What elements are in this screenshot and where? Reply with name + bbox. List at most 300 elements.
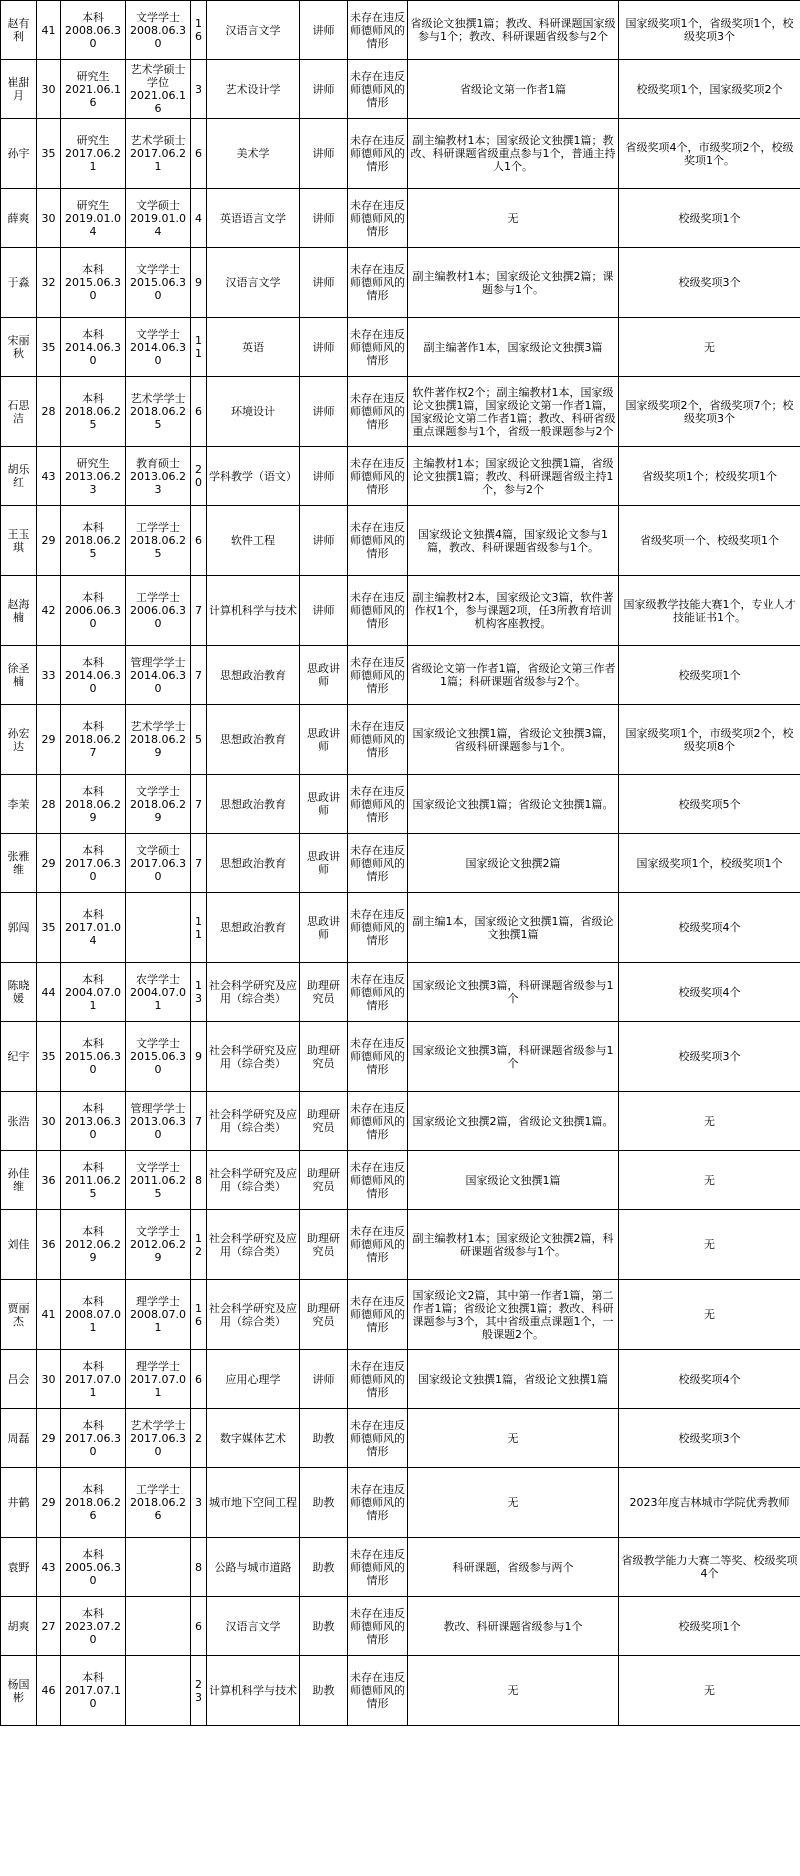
degree-date: 2013.06.23 <box>130 469 186 496</box>
degree-name: 文学硕士 <box>136 198 180 212</box>
teaching-years: 3 <box>195 1496 202 1509</box>
major-cell <box>207 1468 300 1538</box>
education-level: 本科 <box>82 908 104 921</box>
education-date: 2018.06.25 <box>65 534 121 560</box>
education-cell <box>61 1210 126 1280</box>
degree-cell <box>126 1210 191 1280</box>
teaching-years: 16 <box>195 1301 202 1328</box>
education-level: 本科 <box>82 1547 104 1561</box>
awards-cell <box>619 834 800 893</box>
professional-title: 讲师 <box>312 604 335 617</box>
ethics-cell <box>348 1092 408 1151</box>
ethics-status: 未存在违反师德师风的情形 <box>350 720 405 759</box>
teaching-years: 4 <box>195 211 202 225</box>
degree-date: 2017.06.21 <box>130 147 186 173</box>
major-cell <box>207 318 300 377</box>
research-cell <box>408 189 619 248</box>
research-summary: 国家级论文独撰1篇，省级论文独撰3篇，省级科研课题参与1个。 <box>412 726 614 753</box>
major-cell <box>207 1280 300 1350</box>
education-cell <box>61 1538 126 1597</box>
awards-cell <box>619 377 800 447</box>
ethics-cell <box>348 1468 408 1538</box>
teacher-age: 27 <box>41 1619 56 1633</box>
staff-roster-body <box>1 1 800 1726</box>
education-cell <box>61 775 126 834</box>
table-row <box>1 189 800 248</box>
degree-cell <box>126 447 191 506</box>
awards-summary: 校级奖项1个 <box>678 668 741 682</box>
teaching-years: 8 <box>195 1173 202 1187</box>
teacher-name: 赵海楠 <box>7 597 30 624</box>
teaching-years: 7 <box>195 668 202 682</box>
degree-cell <box>126 1350 191 1409</box>
name-cell <box>1 119 37 189</box>
research-summary: 主编教材1本；国家级论文独撰1篇，省级论文独撰1篇；教改、科研课题省级主持1个，参与2个 <box>412 456 614 496</box>
years-cell <box>191 1350 207 1409</box>
major-name: 英语语言文学 <box>220 211 286 225</box>
major-cell <box>207 646 300 705</box>
table-row <box>1 1350 800 1409</box>
teaching-years: 9 <box>195 1050 202 1063</box>
teaching-years: 6 <box>195 534 202 547</box>
education-date: 2011.06.25 <box>65 1173 121 1200</box>
research-cell <box>408 1468 619 1538</box>
title-cell <box>300 377 348 447</box>
major-cell <box>207 1 300 60</box>
degree-cell <box>126 1597 191 1656</box>
major-cell <box>207 963 300 1022</box>
education-cell <box>61 119 126 189</box>
awards-cell <box>619 506 800 576</box>
table-row <box>1 1 800 60</box>
major-name: 应用心理学 <box>225 1372 281 1386</box>
major-name: 社会科学研究及应用（综合类） <box>209 1043 297 1070</box>
major-name: 社会科学研究及应用（综合类） <box>209 1108 297 1134</box>
education-level: 本科 <box>82 972 104 986</box>
professional-title: 助教 <box>312 1619 335 1633</box>
ethics-status: 未存在违反师德师风的情形 <box>350 1671 405 1710</box>
professional-title: 讲师 <box>312 276 335 289</box>
professional-title: 讲师 <box>312 82 335 96</box>
teaching-years: 8 <box>195 1560 202 1574</box>
professional-title: 讲师 <box>312 469 335 483</box>
education-date: 2013.06.23 <box>65 469 121 496</box>
awards-summary: 国家级奖项1个，校级奖项1个 <box>636 856 783 870</box>
professional-title: 讲师 <box>312 340 335 354</box>
research-summary: 国家级论文独撰1篇，省级论文独撰1篇 <box>418 1372 608 1386</box>
table-row <box>1 705 800 775</box>
ethics-cell <box>348 60 408 119</box>
education-level: 本科 <box>82 1037 104 1050</box>
teaching-years: 7 <box>195 1114 202 1128</box>
teacher-age: 30 <box>41 1114 56 1128</box>
teacher-name: 吕会 <box>7 1372 30 1386</box>
degree-name: 管理学学士 <box>130 1101 186 1115</box>
major-cell <box>207 119 300 189</box>
degree-date: 2015.06.30 <box>130 1050 186 1076</box>
research-cell <box>408 834 619 893</box>
teacher-age: 30 <box>41 82 56 96</box>
age-cell <box>37 248 61 318</box>
research-cell <box>408 1350 619 1409</box>
name-cell <box>1 1210 37 1280</box>
professional-title: 助理研究员 <box>307 1108 340 1134</box>
years-cell <box>191 1092 207 1151</box>
age-cell <box>37 834 61 893</box>
ethics-cell <box>348 1597 408 1656</box>
teacher-name: 胡爽 <box>7 1619 30 1633</box>
major-cell <box>207 1092 300 1151</box>
teacher-name: 纪宇 <box>7 1050 30 1063</box>
education-cell <box>61 248 126 318</box>
education-date: 2015.06.30 <box>65 276 121 302</box>
education-cell <box>61 963 126 1022</box>
teacher-name: 郭闯 <box>7 921 30 934</box>
degree-cell <box>126 834 191 893</box>
education-cell <box>61 1 126 60</box>
awards-cell <box>619 248 800 318</box>
research-cell <box>408 705 619 775</box>
major-cell <box>207 705 300 775</box>
major-name: 思想政治教育 <box>220 921 286 934</box>
teacher-age: 44 <box>41 985 56 999</box>
education-date: 2017.06.30 <box>65 1431 121 1458</box>
awards-cell <box>619 447 800 506</box>
research-summary: 副主编教材1本；国家级论文独撰1篇；教改、科研课题省级重点参与1个，普通主持人1个。 <box>410 134 616 173</box>
research-summary: 科研课题，省级参与两个 <box>452 1560 574 1574</box>
ethics-cell <box>348 248 408 318</box>
age-cell <box>37 705 61 775</box>
degree-name: 文学硕士 <box>136 843 180 857</box>
professional-title: 助教 <box>312 1431 335 1445</box>
education-level: 本科 <box>82 784 104 798</box>
teacher-age: 36 <box>41 1173 56 1187</box>
education-date: 2018.06.29 <box>65 797 121 824</box>
name-cell <box>1 1409 37 1468</box>
education-cell <box>61 893 126 963</box>
age-cell <box>37 1409 61 1468</box>
name-cell <box>1 963 37 1022</box>
education-date: 2015.06.30 <box>65 1050 121 1076</box>
ethics-status: 未存在违反师德师风的情形 <box>350 1483 405 1522</box>
degree-date: 2013.06.30 <box>130 1114 186 1141</box>
education-date: 2021.06.16 <box>65 82 121 109</box>
age-cell <box>37 646 61 705</box>
teacher-age: 43 <box>41 469 56 483</box>
teacher-age: 36 <box>41 1238 56 1251</box>
ethics-status: 未存在违反师德师风的情形 <box>350 327 405 367</box>
education-level: 本科 <box>82 10 104 24</box>
teacher-name: 石思洁 <box>7 398 30 425</box>
research-summary: 省级论文第一作者1篇 <box>460 82 566 96</box>
education-date: 2019.01.04 <box>65 211 121 238</box>
major-cell <box>207 60 300 119</box>
major-name: 汉语言文学 <box>225 23 281 37</box>
research-summary: 国家级论文独撰1篇 <box>465 1173 561 1187</box>
major-cell <box>207 377 300 447</box>
awards-cell <box>619 1 800 60</box>
degree-date: 2018.06.26 <box>130 1496 186 1522</box>
teacher-age: 33 <box>41 668 56 682</box>
table-row <box>1 1656 800 1726</box>
title-cell <box>300 646 348 705</box>
ethics-status: 未存在违反师德师风的情形 <box>350 655 405 695</box>
degree-date: 2014.06.30 <box>130 668 186 695</box>
professional-title: 助教 <box>312 1496 335 1509</box>
ethics-cell <box>348 705 408 775</box>
degree-cell <box>126 119 191 189</box>
major-name: 计算机科学与技术 <box>209 604 297 617</box>
teacher-age: 29 <box>41 856 56 870</box>
name-cell <box>1 1280 37 1350</box>
title-cell <box>300 1280 348 1350</box>
teaching-years: 5 <box>195 733 202 746</box>
name-cell <box>1 834 37 893</box>
name-cell <box>1 1151 37 1210</box>
ethics-status: 未存在违反师德师风的情形 <box>350 1359 405 1399</box>
title-cell <box>300 1022 348 1092</box>
teaching-years: 6 <box>195 405 202 418</box>
teacher-name: 张浩 <box>7 1114 30 1128</box>
degree-date: 2015.06.30 <box>130 276 186 302</box>
table-row <box>1 576 800 646</box>
age-cell <box>37 189 61 248</box>
professional-title: 讲师 <box>312 147 335 160</box>
awards-cell <box>619 705 800 775</box>
name-cell <box>1 447 37 506</box>
teacher-age: 41 <box>41 1308 56 1321</box>
awards-cell <box>619 60 800 119</box>
major-name: 汉语言文学 <box>225 276 281 289</box>
research-cell <box>408 1597 619 1656</box>
major-cell <box>207 775 300 834</box>
table-row <box>1 60 800 119</box>
education-cell <box>61 1350 126 1409</box>
ethics-cell <box>348 1656 408 1726</box>
professional-title: 思政讲师 <box>307 914 340 941</box>
table-row <box>1 506 800 576</box>
name-cell <box>1 60 37 119</box>
research-cell <box>408 1538 619 1597</box>
degree-date: 2004.07.01 <box>130 985 186 1012</box>
teacher-name: 井鹤 <box>7 1496 30 1509</box>
table-row <box>1 1151 800 1210</box>
degree-cell <box>126 963 191 1022</box>
education-date: 2018.06.26 <box>65 1496 121 1522</box>
title-cell <box>300 119 348 189</box>
teaching-years: 2 <box>195 1431 202 1445</box>
age-cell <box>37 1350 61 1409</box>
name-cell <box>1 189 37 248</box>
research-cell <box>408 318 619 377</box>
name-cell <box>1 705 37 775</box>
table-row <box>1 1538 800 1597</box>
research-cell <box>408 60 619 119</box>
education-date: 2005.06.30 <box>65 1560 121 1587</box>
major-name: 社会科学研究及应用（综合类） <box>209 1231 297 1258</box>
education-date: 2008.06.30 <box>65 23 121 50</box>
teacher-name: 周磊 <box>7 1431 30 1445</box>
education-date: 2013.06.30 <box>65 1114 121 1141</box>
ethics-status: 未存在违反师德师风的情形 <box>350 908 405 947</box>
teaching-years: 11 <box>195 914 202 941</box>
teacher-age: 29 <box>41 1496 56 1509</box>
teacher-age: 35 <box>41 340 56 354</box>
degree-cell <box>126 1 191 60</box>
education-level: 研究生 <box>76 134 110 147</box>
degree-name: 文学学士 <box>136 327 180 341</box>
ethics-cell <box>348 576 408 646</box>
ethics-cell <box>348 1022 408 1092</box>
title-cell <box>300 1 348 60</box>
years-cell <box>191 576 207 646</box>
education-level: 本科 <box>82 1101 104 1115</box>
years-cell <box>191 1 207 60</box>
degree-name: 文学学士 <box>136 1160 180 1174</box>
education-level: 本科 <box>82 263 104 276</box>
major-name: 城市地下空间工程 <box>209 1496 297 1509</box>
teacher-age: 43 <box>41 1560 56 1574</box>
research-cell <box>408 1280 619 1350</box>
awards-cell <box>619 1538 800 1597</box>
name-cell <box>1 377 37 447</box>
years-cell <box>191 705 207 775</box>
major-name: 思想政治教育 <box>220 733 286 746</box>
degree-name: 理学学士 <box>136 1359 180 1373</box>
awards-cell <box>619 1280 800 1350</box>
years-cell <box>191 893 207 963</box>
major-cell <box>207 1656 300 1726</box>
degree-date: 2018.06.29 <box>130 733 186 759</box>
ethics-status: 未存在违反师德师风的情形 <box>350 591 405 630</box>
degree-date: 2017.07.01 <box>130 1372 186 1399</box>
teacher-name: 孙宇 <box>7 147 30 160</box>
teacher-age: 28 <box>41 405 56 418</box>
degree-date: 2019.01.04 <box>130 211 186 238</box>
teacher-age: 29 <box>41 534 56 547</box>
major-cell <box>207 1350 300 1409</box>
table-row <box>1 834 800 893</box>
research-cell <box>408 377 619 447</box>
teacher-name: 徐圣楠 <box>7 662 30 688</box>
professional-title: 讲师 <box>312 405 335 418</box>
research-summary: 国家级论文独撰3篇，科研课题省级参与1个 <box>412 979 614 1005</box>
education-level: 本科 <box>82 720 104 733</box>
awards-cell <box>619 775 800 834</box>
title-cell <box>300 775 348 834</box>
awards-cell <box>619 1468 800 1538</box>
name-cell <box>1 248 37 318</box>
awards-summary: 省级奖项一个、校级奖项1个 <box>640 534 779 547</box>
teacher-name: 胡乐红 <box>7 463 30 489</box>
degree-date: 2012.06.29 <box>130 1238 186 1264</box>
degree-name: 工学学士 <box>136 521 180 534</box>
teacher-name: 张雅维 <box>7 850 30 876</box>
degree-name: 教育硕士 <box>136 456 180 470</box>
degree-cell <box>126 1022 191 1092</box>
ethics-status: 未存在违反师德师风的情形 <box>350 134 405 173</box>
degree-date: 2008.07.01 <box>130 1308 186 1334</box>
table-row <box>1 1597 800 1656</box>
teacher-age: 30 <box>41 211 56 225</box>
education-level: 本科 <box>82 1160 104 1174</box>
awards-summary: 国家级奖项1个，省级奖项1个，校级奖项3个 <box>625 17 794 43</box>
degree-cell <box>126 1409 191 1468</box>
degree-cell <box>126 318 191 377</box>
awards-cell <box>619 318 800 377</box>
degree-cell <box>126 506 191 576</box>
ethics-cell <box>348 377 408 447</box>
table-row <box>1 1280 800 1350</box>
ethics-cell <box>348 506 408 576</box>
awards-cell <box>619 1597 800 1656</box>
degree-cell <box>126 248 191 318</box>
education-level: 本科 <box>82 1295 104 1308</box>
education-level: 本科 <box>82 1483 104 1496</box>
education-cell <box>61 1656 126 1726</box>
awards-summary: 2023年度吉林城市学院优秀教师 <box>629 1496 790 1509</box>
age-cell <box>37 1022 61 1092</box>
teaching-years: 12 <box>195 1231 202 1258</box>
title-cell <box>300 318 348 377</box>
professional-title: 助理研究员 <box>307 1043 340 1070</box>
major-cell <box>207 1210 300 1280</box>
awards-summary: 校级奖项4个 <box>678 921 741 934</box>
degree-cell <box>126 1538 191 1597</box>
degree-date: 2021.06.16 <box>130 89 186 115</box>
education-cell <box>61 1597 126 1656</box>
professional-title: 助理研究员 <box>307 1231 340 1258</box>
table-row <box>1 1409 800 1468</box>
education-date: 2006.06.30 <box>65 604 121 630</box>
major-cell <box>207 1597 300 1656</box>
research-summary: 国家级论文独撰2篇 <box>465 856 561 870</box>
awards-cell <box>619 893 800 963</box>
awards-summary: 无 <box>704 1308 715 1321</box>
teaching-years: 20 <box>195 463 202 489</box>
research-summary: 软件著作权2个；副主编教材1本，国家级论文独撰1篇，国家级论文第一作者1篇，国家级论文第二作者1篇；教改、科研省级重点课题参与1个，省级一般课题参与2个 <box>410 385 616 438</box>
professional-title: 讲师 <box>312 23 335 37</box>
degree-name: 工学学士 <box>136 1483 180 1496</box>
research-cell <box>408 893 619 963</box>
major-cell <box>207 1538 300 1597</box>
degree-cell <box>126 377 191 447</box>
degree-date: 2014.06.30 <box>130 340 186 367</box>
ethics-status: 未存在违反师德师风的情形 <box>350 521 405 560</box>
name-cell <box>1 1022 37 1092</box>
major-name: 英语 <box>242 340 264 354</box>
title-cell <box>300 1151 348 1210</box>
awards-cell <box>619 963 800 1022</box>
years-cell <box>191 506 207 576</box>
teaching-years: 23 <box>195 1677 202 1704</box>
title-cell <box>300 447 348 506</box>
ethics-cell <box>348 775 408 834</box>
ethics-status: 未存在违反师德师风的情形 <box>350 1295 405 1334</box>
title-cell <box>300 1656 348 1726</box>
teacher-name: 崔甜月 <box>7 76 30 102</box>
degree-name: 文学学士 <box>136 784 180 798</box>
ethics-cell <box>348 1210 408 1280</box>
teaching-years: 9 <box>195 276 202 289</box>
professional-title: 讲师 <box>312 1372 335 1386</box>
table-row <box>1 318 800 377</box>
title-cell <box>300 1350 348 1409</box>
education-cell <box>61 60 126 119</box>
research-cell <box>408 1656 619 1726</box>
title-cell <box>300 893 348 963</box>
education-date: 2023.07.20 <box>65 1619 121 1646</box>
